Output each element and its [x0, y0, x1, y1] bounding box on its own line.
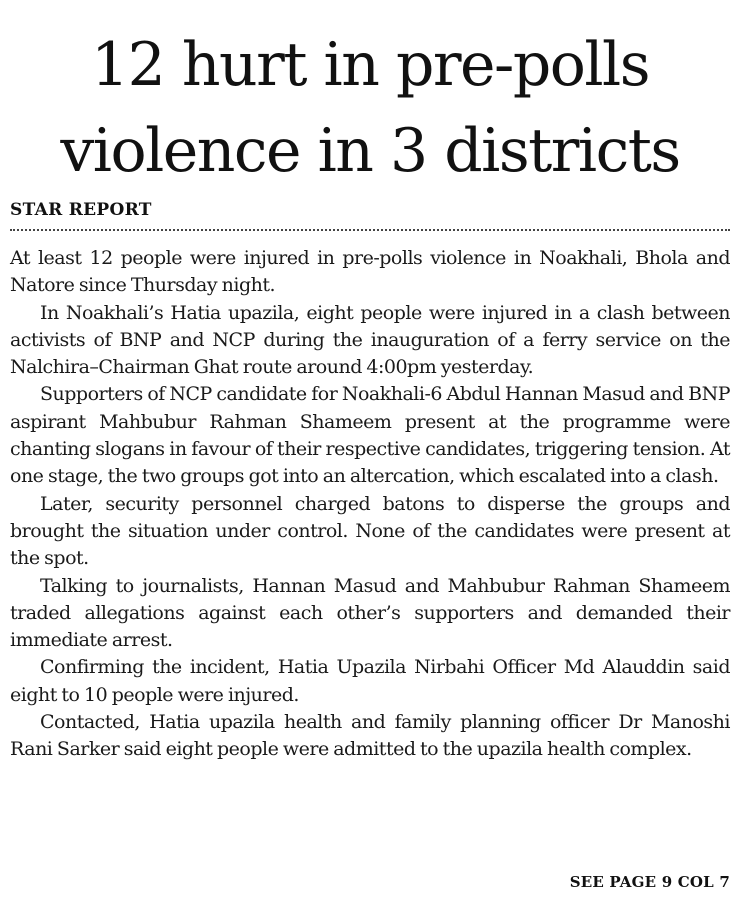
- continuation-jump-line: SEE PAGE 9 COL 7: [569, 873, 730, 891]
- article-body: [10, 245, 730, 764]
- paragraph: Later, security personnel charged batons to disperse the groups and brought the situation under control. None of the candidates were present at the spot.: [10, 492, 730, 570]
- headline: [10, 0, 730, 194]
- dotted-divider: [10, 229, 730, 231]
- headline-line: 12 hurt in pre-polls: [90, 30, 650, 100]
- paragraph: Supporters of NCP candidate for Noakhali-6 Abdul Hannan Masud and BNP aspirant Mahbubur Rahman Shameem present at the programme were chanting slogans in favour of their respective candidates, triggering tension. At one stage, the two groups got into an altercation, which escalated into a clash.: [10, 383, 730, 488]
- paragraph: In Noakhali’s Hatia upazila, eight people were injured in a clash between activists of BNP and NCP during the inauguration of a ferry service on the Nalchira–Chairman Ghat route around 4:00pm yesterday.: [10, 301, 730, 379]
- byline: STAR REPORT: [10, 200, 152, 220]
- news-article: [10, 0, 730, 909]
- paragraph: Confirming the incident, Hatia Upazila Nirbahi Officer Md Alauddin said eight to 10 people were injured.: [10, 656, 730, 706]
- paragraph: At least 12 people were injured in pre-polls violence in Noakhali, Bhola and Natore since Thursday night.: [10, 247, 730, 297]
- paragraph: Talking to journalists, Hannan Masud and Mahbubur Rahman Shameem traded allegations against each other’s supporters and demanded their immediate arrest.: [10, 574, 730, 652]
- paragraph: Contacted, Hatia upazila health and family planning officer Dr Manoshi Rani Sarker said eight people were admitted to the upazila health complex.: [10, 711, 730, 761]
- headline-line: violence in 3 districts: [60, 116, 680, 186]
